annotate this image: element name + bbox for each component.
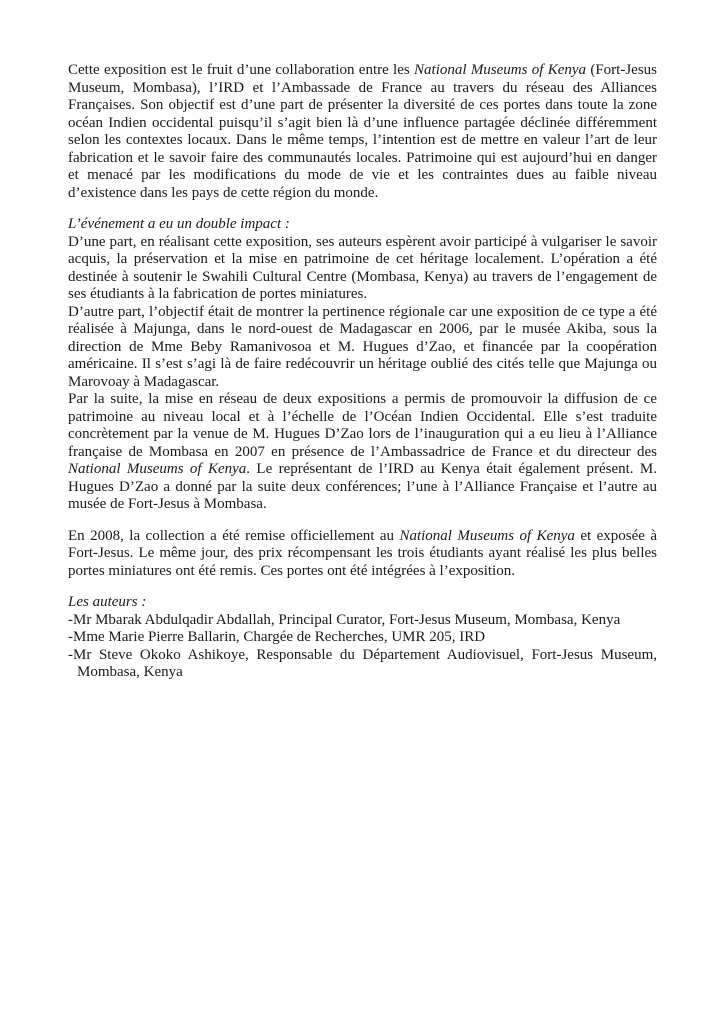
museums-of-kenya-title: National Museums of Kenya bbox=[414, 62, 587, 78]
impact-p3-text-pre: Par la suite, la mise en réseau de deux expositions a permis de promouvoir la diffusion de ce patrimoine au niveau local et à l’échelle de l’Océan Indien Occidental. Elle s’est traduite concrètement par la venue de M. Hugues D’Zao lors de l’inauguration qui a eu lieu à l’Alliance française de Mombasa en 2007 en présence de l’Ambassadrice de France et du directeur des bbox=[68, 391, 657, 460]
author-line: -Mme Marie Pierre Ballarin, Chargée de Recherches, UMR 205, IRD bbox=[68, 629, 486, 645]
museums-of-kenya-title: National Museums of Kenya bbox=[399, 527, 575, 544]
impact-heading: L’événement a eu un double impact : bbox=[68, 216, 290, 232]
paragraph-spacer bbox=[68, 580, 657, 594]
museums-of-kenya-title: National Museums of Kenya bbox=[68, 461, 247, 477]
intro-text-pre: Cette exposition est le fruit d’une collaboration entre les bbox=[68, 62, 415, 78]
impact-paragraph-1: D’une part, en réalisant cette exposition, ses auteurs espèrent avoir participé à vulgariser le savoir acquis, la préservation et la mise en patrimoine de cet héritage localement. L’opération a été destinée à soutenir le Swahili Cultural Centre (Mombasa, Kenya) au travers de l’engagement de ses étudiants à la fabrication de portes miniatures. bbox=[68, 233, 657, 302]
impact-paragraph-3 bbox=[68, 391, 657, 514]
author-line: -Mr Steve Okoko Ashikoye, Responsable du Département Audiovisuel, Fort-Jesus Museum, Mombasa, Kenya bbox=[68, 646, 657, 680]
authors-heading: Les auteurs : bbox=[68, 594, 147, 610]
paragraph-spacer bbox=[68, 202, 657, 216]
p2008-text-post: et exposée à Fort-Jesus. Le même jour, des prix récompensant les trois étudiants ayant réalisé les plus belles portes miniatures ont été remis. Ces portes ont été intégrées à l’exposition. bbox=[68, 527, 658, 579]
impact-paragraph-2: D’autre part, l’objectif était de montrer la pertinence régionale car une exposition de ce type a été réalisée à Majunga, dans le nord-ouest de Madagascar en 2006, par le musée Akiba, sous la direction de Mme Beby Ramanivosoa et M. Hugues d’Zao, et financée par la coopération américaine. Il s’est s’agi là de faire redécouvrir un héritage oublié des cités telle que Majunga ou Marovoay à Madagascar. bbox=[68, 303, 657, 390]
author-line: -Mr Mbarak Abdulqadir Abdallah, Principal Curator, Fort-Jesus Museum, Mombasa, Kenya bbox=[68, 611, 621, 628]
p2008-text-pre: En 2008, la collection a été remise officiellement au bbox=[68, 527, 400, 544]
page-content bbox=[68, 62, 657, 682]
intro-text-post: (Fort-Jesus Museum, Mombasa), l’IRD et l’Ambassade de France au travers du réseau des Alliances Françaises. Son objectif est d’une part de présenter la diversité de ces portes dans toute la zone océan Indien occidental puisqu’il s’agit bien là d’une influence partagée déclinée différemment selon les contextes locaux. Dans le même temps, l’intention est de mettre en valeur l’art de leur fabrication et le savoir faire des communautés locales. Patrimoine qui est aujourd’hui en danger et menacé par les modifications du mode de vie et les contraintes dues au faible niveau d’existence dans les pays de cette région du monde. bbox=[68, 62, 658, 201]
collection-2008-paragraph bbox=[68, 528, 657, 581]
intro-paragraph bbox=[68, 62, 657, 202]
impact-p3-text-post: . Le représentant de l’IRD au Kenya était également présent. M. Hugues D’Zao a donné par la suite deux conférences; l’une à l’Alliance Française et l’autre au musée de Fort-Jesus à Mombasa. bbox=[68, 461, 657, 512]
paragraph-spacer bbox=[68, 514, 657, 528]
